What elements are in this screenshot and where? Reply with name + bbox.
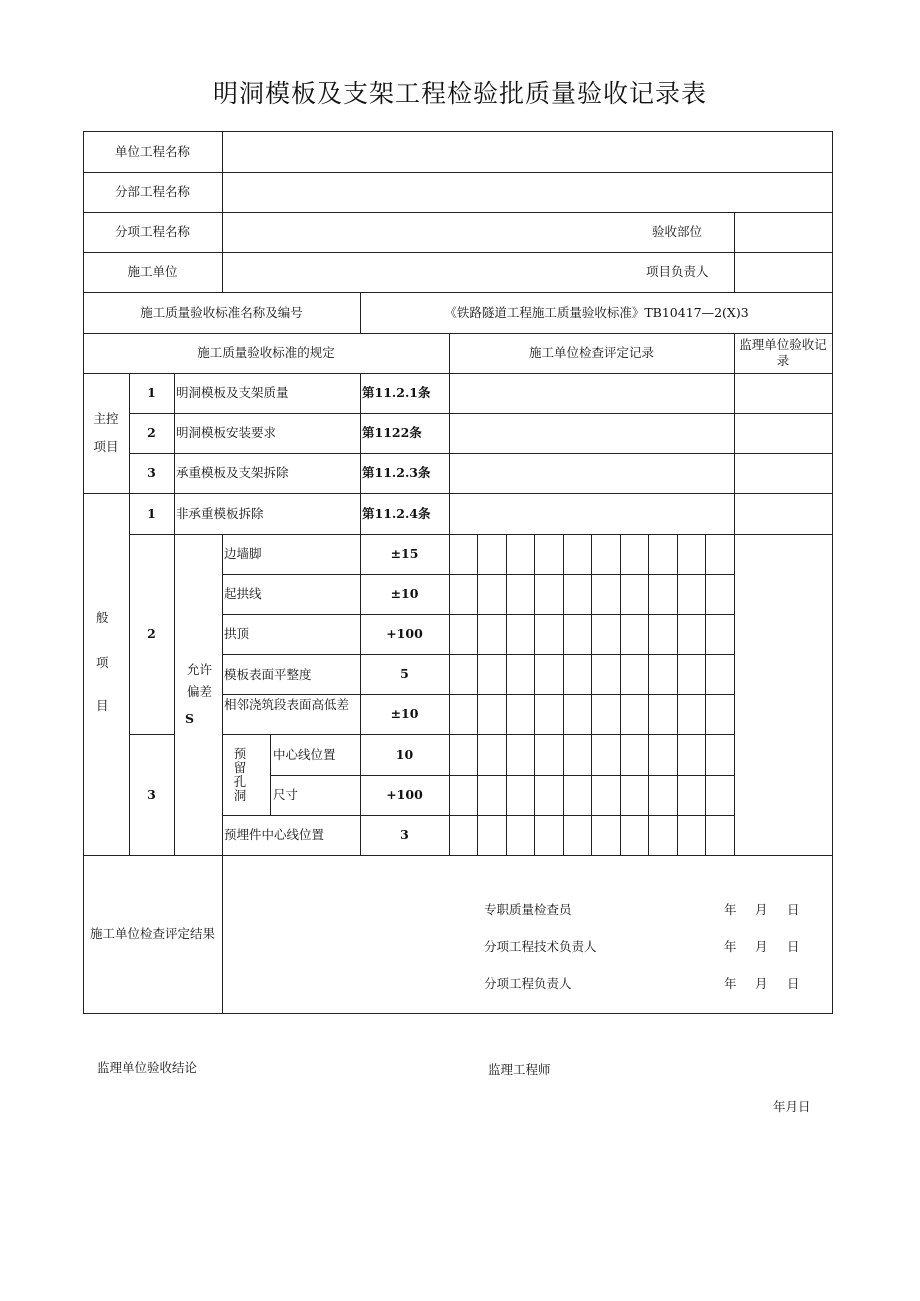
main-row-2-clause: 第1122条 [362,425,422,440]
row-divider [129,534,833,535]
general-label-3: 目 [96,698,109,713]
table-border-bottom [83,1013,833,1014]
footer-date-label: 年月日 [773,1099,811,1114]
signer-2-year: 年 [724,939,737,954]
contractor-record-header: 施工单位检查评定记录 [528,345,654,360]
col-divider [734,212,735,293]
tolerance-label-2: 偏差 [187,684,213,699]
general-row-1-item: 非承重模板拆除 [176,506,264,521]
row-divider [129,453,833,454]
main-row-3-no: 3 [147,465,156,480]
row-divider [222,734,734,735]
spec-column-header: 施工质量验收标准的规定 [197,345,335,360]
contractor-result-label: 施工单位检查评定结果 [89,926,215,941]
grid-col [591,534,592,855]
row-divider [222,574,734,575]
grid-col [648,534,649,855]
tolerance-value-5: ±10 [390,706,419,721]
tolerance-item-6: 中心线位置 [273,747,336,762]
main-row-1-item: 明洞模板及支架质量 [176,385,289,400]
general-row-1-no: 1 [147,505,156,521]
row-divider [270,775,734,776]
tolerance-item-5: 相邻浇筑段表面高低差 [224,697,350,712]
reserved-hole-label: 预留孔洞 [233,746,247,803]
grid-col [506,534,507,855]
main-row-3-item: 承重模板及支架拆除 [176,465,289,480]
general-row-2-no: 2 [147,626,156,641]
main-row-1-no: 1 [147,385,156,400]
signer-2-day: 日 [787,939,800,954]
tolerance-value-6: 10 [395,746,414,762]
row-divider [83,373,833,374]
main-control-label-line2: 项目 [93,439,119,454]
supervisor-conclusion-label: 监理单位验收结论 [97,1060,198,1075]
main-row-2-no: 2 [147,425,156,440]
grid-col [677,534,678,855]
supervising-engineer-label: 监理工程师 [488,1062,551,1077]
signer-1-day: 日 [787,902,800,917]
division-project-label: 分部工程名称 [114,184,190,199]
tolerance-unit: S [185,711,195,726]
col-divider [222,131,223,293]
main-row-1-clause: 第11.2.1条 [362,385,431,400]
supervisor-record-header-line1: 监理单位验收记 [739,337,827,352]
main-row-2-item: 明洞模板安装要求 [176,425,277,440]
grid-col [477,534,478,855]
project-manager-label: 项目负责人 [646,264,709,279]
tolerance-item-4: 模板表面平整度 [224,667,312,682]
tolerance-label-1: 允许 [187,662,213,677]
main-control-label [83,373,129,493]
signer-1-month: 月 [755,902,768,917]
signer-2-role: 分项工程技术负责人 [484,939,597,954]
signer-3-year: 年 [724,976,737,991]
general-row-3-no: 3 [147,786,156,802]
col-divider [222,534,223,1013]
supervisor-record-header [734,333,832,373]
row-divider [222,815,734,816]
general-label-1: 般 [96,610,109,625]
general-row-1-clause: 第11.2.4条 [362,506,431,521]
signer-3-role: 分项工程负责人 [484,976,572,991]
tolerance-value-4: 5 [400,666,409,681]
construction-unit-label: 施工单位 [127,264,178,279]
tolerance-item-2: 起拱线 [224,586,262,601]
grid-col [705,534,706,855]
signer-1-role: 专职质量检查员 [484,902,572,917]
tolerance-value-8: 3 [400,827,409,842]
supervisor-record-header-line2: 录 [776,353,790,368]
signer-1-year: 年 [724,902,737,917]
general-label-2: 项 [96,655,109,670]
col-divider [734,333,735,855]
main-row-3-clause: 第11.2.3条 [362,465,431,480]
signer-3-month: 月 [755,976,768,991]
col-divider [270,734,271,815]
tolerance-value-2: ±10 [390,586,419,601]
signer-2-month: 月 [755,939,768,954]
tolerance-item-1: 边墙脚 [224,546,262,561]
tolerance-value-3: +100 [386,626,423,641]
standard-name-value: 《铁路隧道工程施工质量验收标准》TB10417—2(X)3 [444,304,749,320]
unit-project-label: 单位工程名称 [114,143,190,159]
table-border-right [832,131,833,1014]
page-title: 明洞模板及支架工程检验批质量验收记录表 [212,79,707,108]
signer-3-day: 日 [787,976,800,991]
tolerance-item-7: 尺寸 [273,787,299,802]
tolerance-item-8: 预埋件中心线位置 [224,827,325,842]
subitem-project-label: 分项工程名称 [114,224,190,239]
col-divider [449,333,450,855]
row-divider [222,614,734,615]
tolerance-value-1: ±15 [390,546,419,561]
main-control-label-line1: 主控 [93,411,119,426]
col-divider [174,373,175,534]
acceptance-part-label: 验收部位 [652,224,703,239]
grid-col [620,534,621,855]
row-divider [222,694,734,695]
tolerance-item-3: 拱顶 [224,626,250,641]
grid-col [563,534,564,855]
tolerance-value-7: +100 [386,787,423,802]
standard-name-label: 施工质量验收标准名称及编号 [140,304,303,320]
row-divider [129,413,833,414]
col-divider [174,534,175,855]
grid-col [534,534,535,855]
row-divider [83,493,833,494]
row-divider [222,654,734,655]
